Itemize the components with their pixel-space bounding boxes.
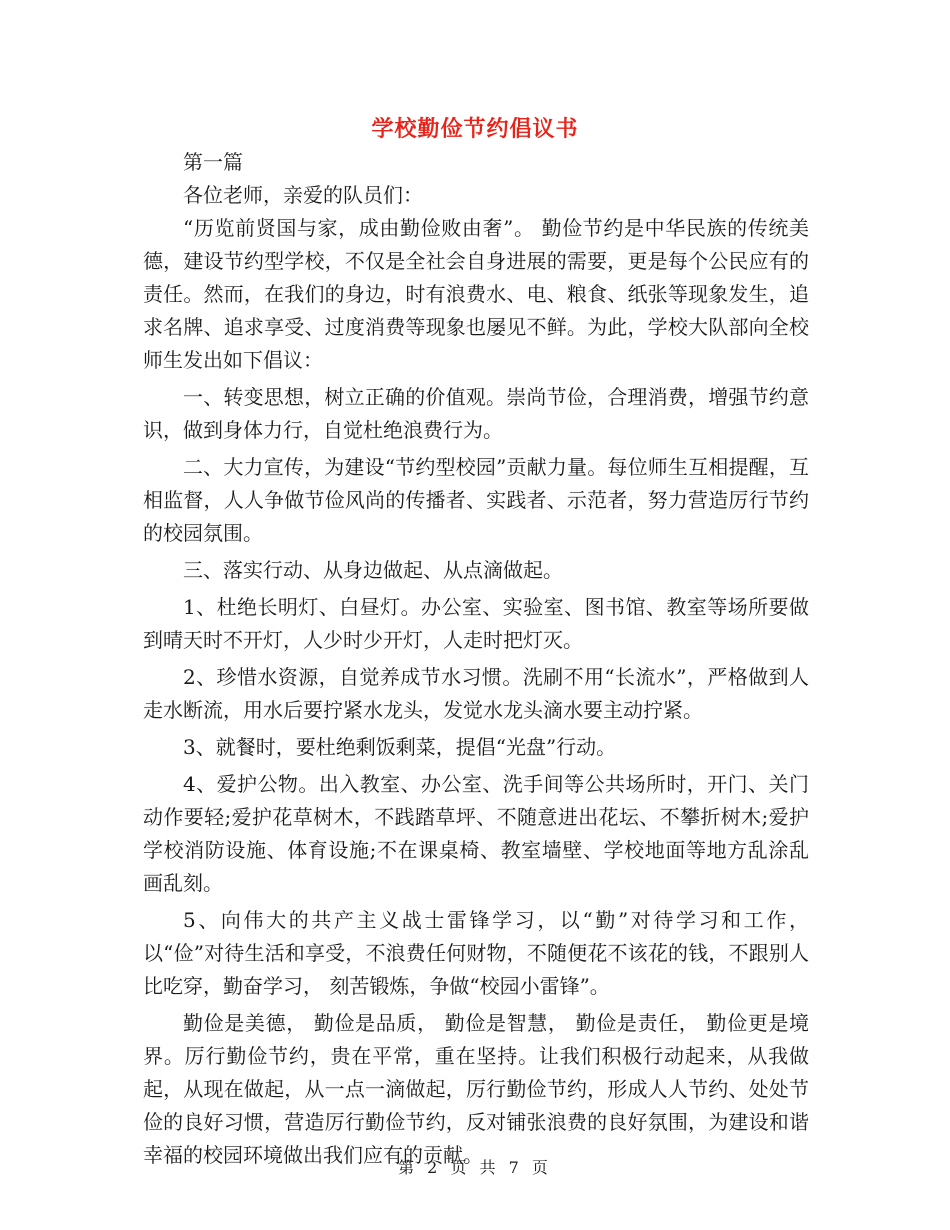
greeting: 各位老师，亲爱的队员们： bbox=[183, 183, 423, 207]
paragraph-proposal-2: 二、大力宣传，为建设“节约型校园”贡献力量。每位师生互相提醒，互相监督，人人争做节俭风尚的传播者、实践者、示范者，努力营造厉行节约的校园氛围。 bbox=[143, 455, 809, 545]
section-heading: 第一篇 bbox=[183, 150, 243, 174]
page-number: 第 2 页 共 7 页 bbox=[398, 1158, 552, 1177]
paragraph-item-2: 2、珍惜水资源，自觉养成节水习惯。洗刷不用“长流水”，严格做到人走水断流，用水后要拧紧水龙头，发觉水龙头滴水要主动拧紧。 bbox=[143, 665, 809, 722]
paragraph-item-3: 3、就餐时，要杜绝剩饭剩菜，提倡“光盘”行动。 bbox=[183, 735, 617, 759]
paragraph-intro: “历览前贤国与家，成由勤俭败由奢”。 勤俭节约是中华民族的传统美德，建设节约型学校，不仅是全社会自身进展的需要，更是每个公民应有的责任。然而，在我们的身边，时有浪费水、电、粮食、纸张等现象发生，追求名牌、追求享受、过度消费等现象也屡见不鲜。为此，学校大队部向全校师生发出如下倡议： bbox=[143, 216, 809, 372]
paragraph-item-5: 5、向伟大的共产主义战士雷锋学习，以“勤”对待学习和工作，以“俭”对待生活和享受，不浪费任何财物，不随便花不该花的钱，不跟别人比吃穿，勤奋学习， 刻苦锻炼，争做“校园小雷锋”。 bbox=[143, 908, 809, 998]
paragraph-item-1: 1、杜绝长明灯、白昼灯。办公室、实验室、图书馆、教室等场所要做到晴天时不开灯，人少时少开灯，人走时把灯灭。 bbox=[143, 595, 809, 652]
document-title: 学校勤俭节约倡议书 bbox=[371, 117, 579, 142]
paragraph-conclusion: 勤俭是美德， 勤俭是品质， 勤俭是智慧， 勤俭是责任， 勤俭更是境界。厉行勤俭节约，贵在平常，重在坚持。让我们积极行动起来，从我做起，从现在做起，从一点一滴做起，厉行勤俭节约，形成人人节约、处处节俭的良好习惯，营造厉行勤俭节约，反对铺张浪费的良好氛围，为建设和谐幸福的校园环境做出我们应有的贡献。 bbox=[143, 1011, 809, 1167]
paragraph-proposal-3: 三、落实行动、从身边做起、从点滴做起。 bbox=[183, 558, 563, 582]
paragraph-item-4: 4、爱护公物。出入教室、办公室、洗手间等公共场所时，开门、关门动作要轻;爱护花草树木，不践踏草坪、不随意进出花坛、不攀折树木;爱护学校消防设施、体育设施;不在课桌椅、教室墙壁、学校地面等地方乱涂乱画乱刻。 bbox=[143, 772, 809, 895]
document-body bbox=[143, 146, 809, 1172]
paragraph-proposal-1: 一、转变思想，树立正确的价值观。崇尚节俭，合理消费，增强节约意识，做到身体力行，自觉杜绝浪费行为。 bbox=[143, 385, 809, 442]
